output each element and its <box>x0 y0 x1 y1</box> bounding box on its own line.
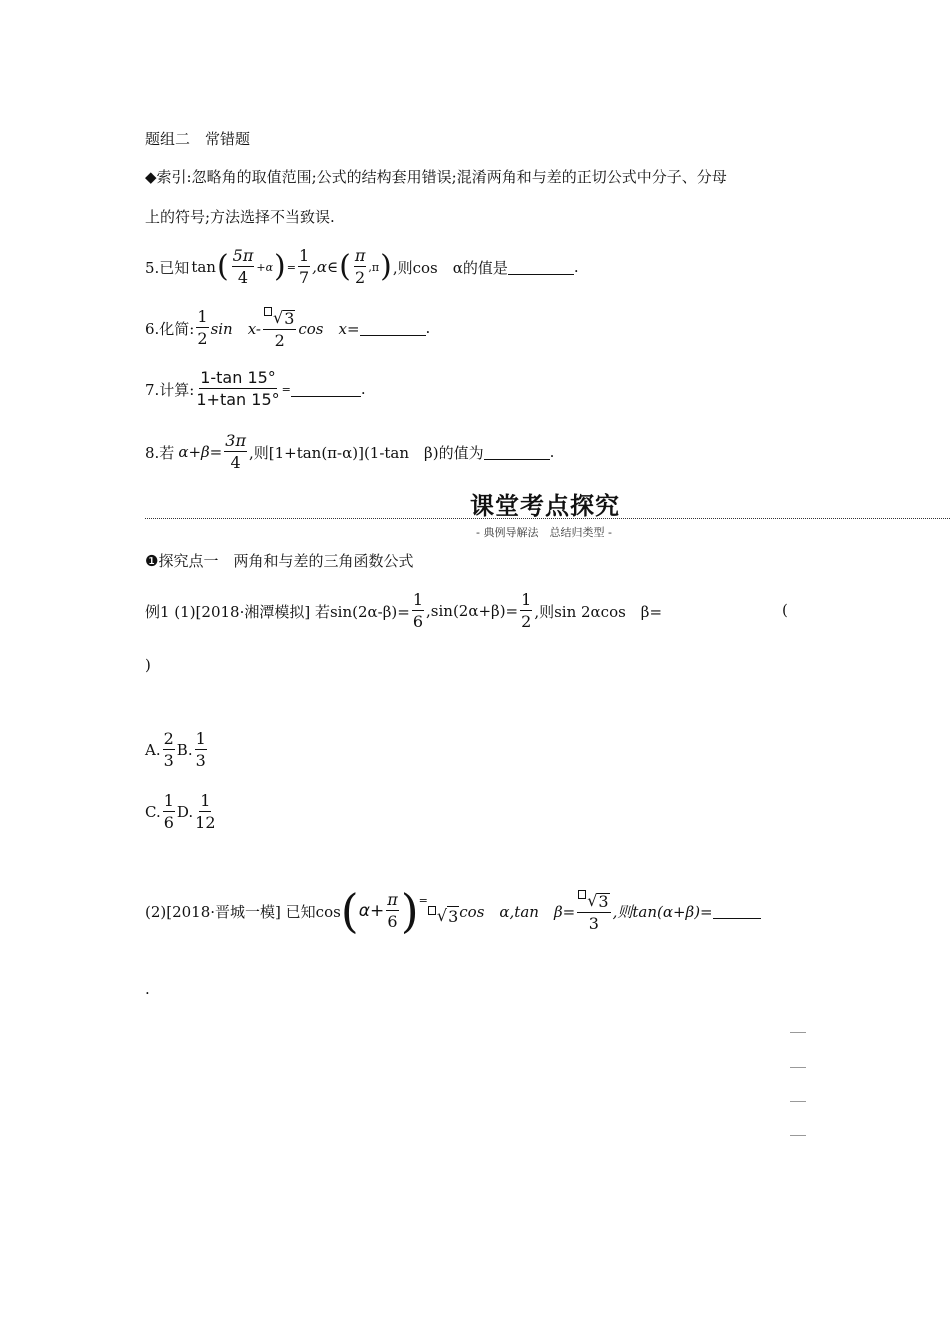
q5-suffix: ,则cos α的值是 <box>392 258 508 277</box>
option-b-label[interactable]: B. <box>176 741 193 759</box>
explore-point-1 <box>145 550 413 571</box>
q6-cos-x: cos x= <box>298 319 360 338</box>
ex1-suffix: ,则sin 2αcos β= <box>534 602 663 621</box>
section-divider <box>145 518 950 519</box>
q8-frac: $\frac{3\pi}{4}$ <box>225 431 246 472</box>
q5-end: . <box>573 258 579 276</box>
q7-end: . <box>360 380 366 398</box>
q8-end: . <box>549 443 555 461</box>
numbered-circle-icon: ❶ <box>145 552 159 570</box>
q5-frac-2: $\frac{1}{7}$ <box>298 246 310 287</box>
index-text-1: 索引:忽略角的取值范围;公式的结构套用错误;混淆两角和与差的正切公式中分子、分母 <box>156 168 727 186</box>
option-b-frac: $\frac{1}{3}$ <box>195 729 206 770</box>
answer-blank[interactable] <box>713 904 761 919</box>
right-paren-icon: ) <box>274 249 286 284</box>
q8-suffix: ,则[1+tan(π-α)](1-tan β)的值为 <box>248 443 484 462</box>
option-d-label[interactable]: D. <box>176 803 194 821</box>
ex2-prefix: (2)[2018·晋城一模] 已知cos <box>145 902 341 921</box>
example-1-part-2 <box>145 884 761 938</box>
index-line-1 <box>145 166 727 187</box>
option-c-frac: $\frac{1}{6}$ <box>163 791 174 832</box>
sqrt-icon: √ <box>436 906 448 925</box>
ex1-mid: ,sin(2α+β)= <box>426 602 519 620</box>
q6-prefix: 6.化简: <box>145 319 195 338</box>
q6-frac-1: $\frac{1}{2}$ <box>197 307 208 348</box>
right-paren-icon: ) <box>400 884 419 938</box>
answer-blank[interactable] <box>291 382 361 397</box>
right-paren-icon: ) <box>380 249 392 284</box>
margin-dash <box>790 1101 806 1102</box>
answer-blank[interactable] <box>508 260 574 275</box>
index-line-2: 上的符号;方法选择不当致误. <box>145 208 335 226</box>
q5-alpha-in: ,α∈ <box>312 258 339 276</box>
q5-prefix: 5.已知 <box>145 258 190 277</box>
q8-alpha-beta: α+β= <box>178 443 223 461</box>
answer-blank[interactable] <box>484 445 550 460</box>
sqrt-icon: √ <box>587 890 598 910</box>
ex1-prefix: 例1 (1)[2018·湘潭模拟] 若sin(2α-β)= <box>145 602 410 621</box>
ex2-alpha-plus: α+ <box>358 901 385 921</box>
question-8 <box>145 430 554 474</box>
section-subtitle: - 典例导解法 总结归类型 - <box>476 526 612 539</box>
example-1-part-1 <box>145 588 662 634</box>
ex1-open-paren: ( <box>782 601 788 619</box>
options-cd <box>145 790 218 834</box>
q6-frac-2: √ 3 2 <box>263 307 296 348</box>
q6-end: . <box>425 319 431 337</box>
section-title: 课堂考点探究 <box>470 492 620 520</box>
q7-frac: $\frac{1-\tan 15^\circ}{1+\tan 15^\circ}$ <box>196 368 280 409</box>
q5-pi: ,π <box>368 260 380 274</box>
sqrt-icon: √ <box>272 307 284 327</box>
ex1-close-paren: ) <box>145 656 151 674</box>
explore-point-text: 探究点一 两角和与差的三角函数公式 <box>158 552 414 570</box>
option-a-label[interactable]: A. <box>145 741 161 759</box>
q5-tan: tan <box>191 258 216 276</box>
q6-sin-x: sin x- <box>210 319 261 338</box>
question-5 <box>145 246 579 288</box>
option-d-frac: $\frac{1}{12}$ <box>195 791 216 832</box>
ex2-eq: = <box>418 894 428 907</box>
q5-frac-1: $\frac{5\pi}{4}$ <box>232 246 254 287</box>
missing-glyph-icon <box>578 890 586 899</box>
q8-prefix: 8.若 <box>145 443 175 462</box>
ex2-mid: cos α,tan β= <box>459 902 576 921</box>
left-paren-icon: ( <box>216 249 229 284</box>
margin-dash <box>790 1067 806 1068</box>
ex2-suffix: ,则tan(α+β)= <box>612 902 713 921</box>
left-paren-icon: ( <box>340 884 359 938</box>
q7-prefix: 7.计算: <box>145 380 195 399</box>
q5-plus-alpha: +α <box>256 260 274 274</box>
q5-eq: = <box>286 260 296 274</box>
diamond-icon: ◆ <box>145 168 157 186</box>
question-6 <box>145 306 430 350</box>
missing-glyph-icon <box>264 307 272 316</box>
q5-frac-3: $\frac{\pi}{2}$ <box>354 246 366 287</box>
q7-eq: = <box>281 382 291 396</box>
ex1-frac-2: $\frac{1}{2}$ <box>521 590 532 631</box>
ex2-frac: $\frac{\pi}{6}$ <box>387 890 398 931</box>
options-ab <box>145 728 209 772</box>
left-paren-icon: ( <box>339 249 351 284</box>
option-a-frac: $\frac{2}{3}$ <box>163 729 174 770</box>
ex1-frac-1: $\frac{1}{6}$ <box>412 590 424 631</box>
ex2-sqrt: √ 3 <box>428 906 459 926</box>
group-title: 题组二 常错题 <box>145 130 251 148</box>
ex2-end: . <box>145 980 150 998</box>
answer-blank[interactable] <box>360 321 426 336</box>
ex2-frac-2: √ 3 3 <box>577 890 610 931</box>
margin-dash <box>790 1135 806 1136</box>
margin-dash <box>790 1032 806 1033</box>
question-7 <box>145 367 366 411</box>
missing-glyph-icon <box>428 906 436 915</box>
option-c-label[interactable]: C. <box>145 803 161 821</box>
